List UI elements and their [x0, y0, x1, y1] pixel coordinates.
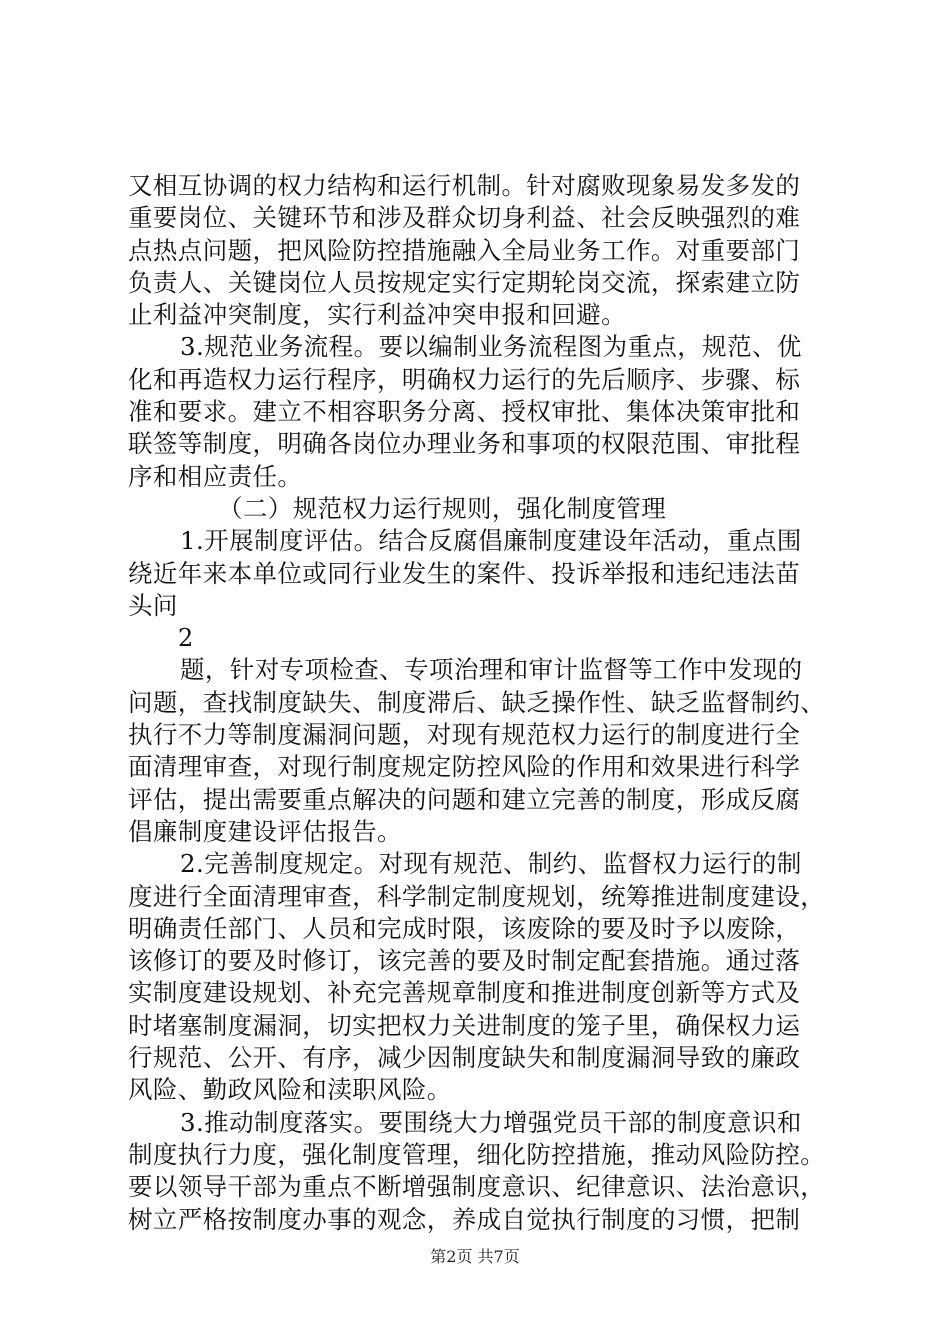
text-line: 风险、勤政风险和渎职风险。	[128, 1075, 452, 1105]
text-line: 执行不力等制度漏洞问题，对现有规范权力运行的制度进行全	[128, 720, 801, 750]
text-line: 树立严格按制度办事的观念，养成自觉执行制度的习惯，把制	[128, 1204, 801, 1234]
text-line: 头问	[128, 590, 178, 620]
text-line: 明确责任部门、人员和完成时限，该废除的要及时予以废除，	[128, 913, 801, 943]
text-line: 面清理审查，对现行制度规定防控风险的作用和效果进行科学	[128, 752, 801, 782]
paragraph-start-line: 3.规范业务流程。要以编制业务流程图为重点，规范、优	[180, 332, 802, 362]
paragraph-start-line: 2.完善制度规定。对现有规范、制约、监督权力运行的制	[180, 849, 802, 879]
text-line: 重要岗位、关键环节和涉及群众切身利益、社会反映强烈的难	[128, 203, 801, 233]
page-footer: 第2页 共7页	[430, 1247, 520, 1266]
text-line: 止利益冲突制度，实行利益冲突申报和回避。	[128, 300, 626, 330]
text-line: 序和相应责任。	[128, 461, 303, 491]
text-line: 制度执行力度，强化制度管理，细化防控措施，推动风险防控。	[128, 1139, 826, 1169]
text-line: 度进行全面清理审查，科学制定制度规划，统筹推进制度建设，	[128, 881, 826, 911]
text-line: 评估，提出需要重点解决的问题和建立完善的制度，形成反腐	[128, 784, 801, 814]
text-line: 该修订的要及时修订，该完善的要及时制定配套措施。通过落	[128, 946, 801, 976]
text-line: 倡廉制度建设评估报告。	[128, 816, 402, 846]
text-line: 要以领导干部为重点不断增强制度意识、纪律意识、法治意识，	[128, 1172, 826, 1202]
text-line: 绕近年来本单位或同行业发生的案件、投诉举报和违纪违法苗	[128, 558, 801, 588]
text-line: 点热点问题，把风险防控措施融入全局业务工作。对重要部门	[128, 235, 801, 265]
paragraph-start-line: 题，针对专项检查、专项治理和审计监督等工作中发现的	[180, 655, 803, 685]
text-line: 又相互协调的权力结构和运行机制。针对腐败现象易发多发的	[128, 171, 801, 200]
text-line: 行规范、公开、有序，减少因制度缺失和制度漏洞导致的廉政	[128, 1043, 801, 1073]
inline-page-number: 2	[178, 624, 194, 653]
section-heading: （二）规范权力运行规则，强化制度管理	[218, 493, 667, 523]
document-body	[128, 170, 828, 1236]
paragraph-start-line: 1.开展制度评估。结合反腐倡廉制度建设年活动，重点围	[180, 526, 802, 556]
text-line: 化和再造权力运行程序，明确权力运行的先后顺序、步骤、标	[128, 364, 801, 394]
text-line: 准和要求。建立不相容职务分离、授权审批、集体决策审批和	[128, 397, 801, 427]
text-line: 时堵塞制度漏洞，切实把权力关进制度的笼子里，确保权力运	[128, 1010, 801, 1040]
text-line: 负责人、关键岗位人员按规定实行定期轮岗交流，探索建立防	[128, 267, 801, 297]
text-line: 联签等制度，明确各岗位办理业务和事项的权限范围、审批程	[128, 429, 801, 459]
paragraph-start-line: 3.推动制度落实。要围绕大力增强党员干部的制度意识和	[180, 1107, 802, 1137]
text-line: 实制度建设规划、补充完善规章制度和推进制度创新等方式及	[128, 978, 801, 1008]
text-line: 问题，查找制度缺失、制度滞后、缺乏操作性、缺乏监督制约、	[128, 687, 826, 717]
